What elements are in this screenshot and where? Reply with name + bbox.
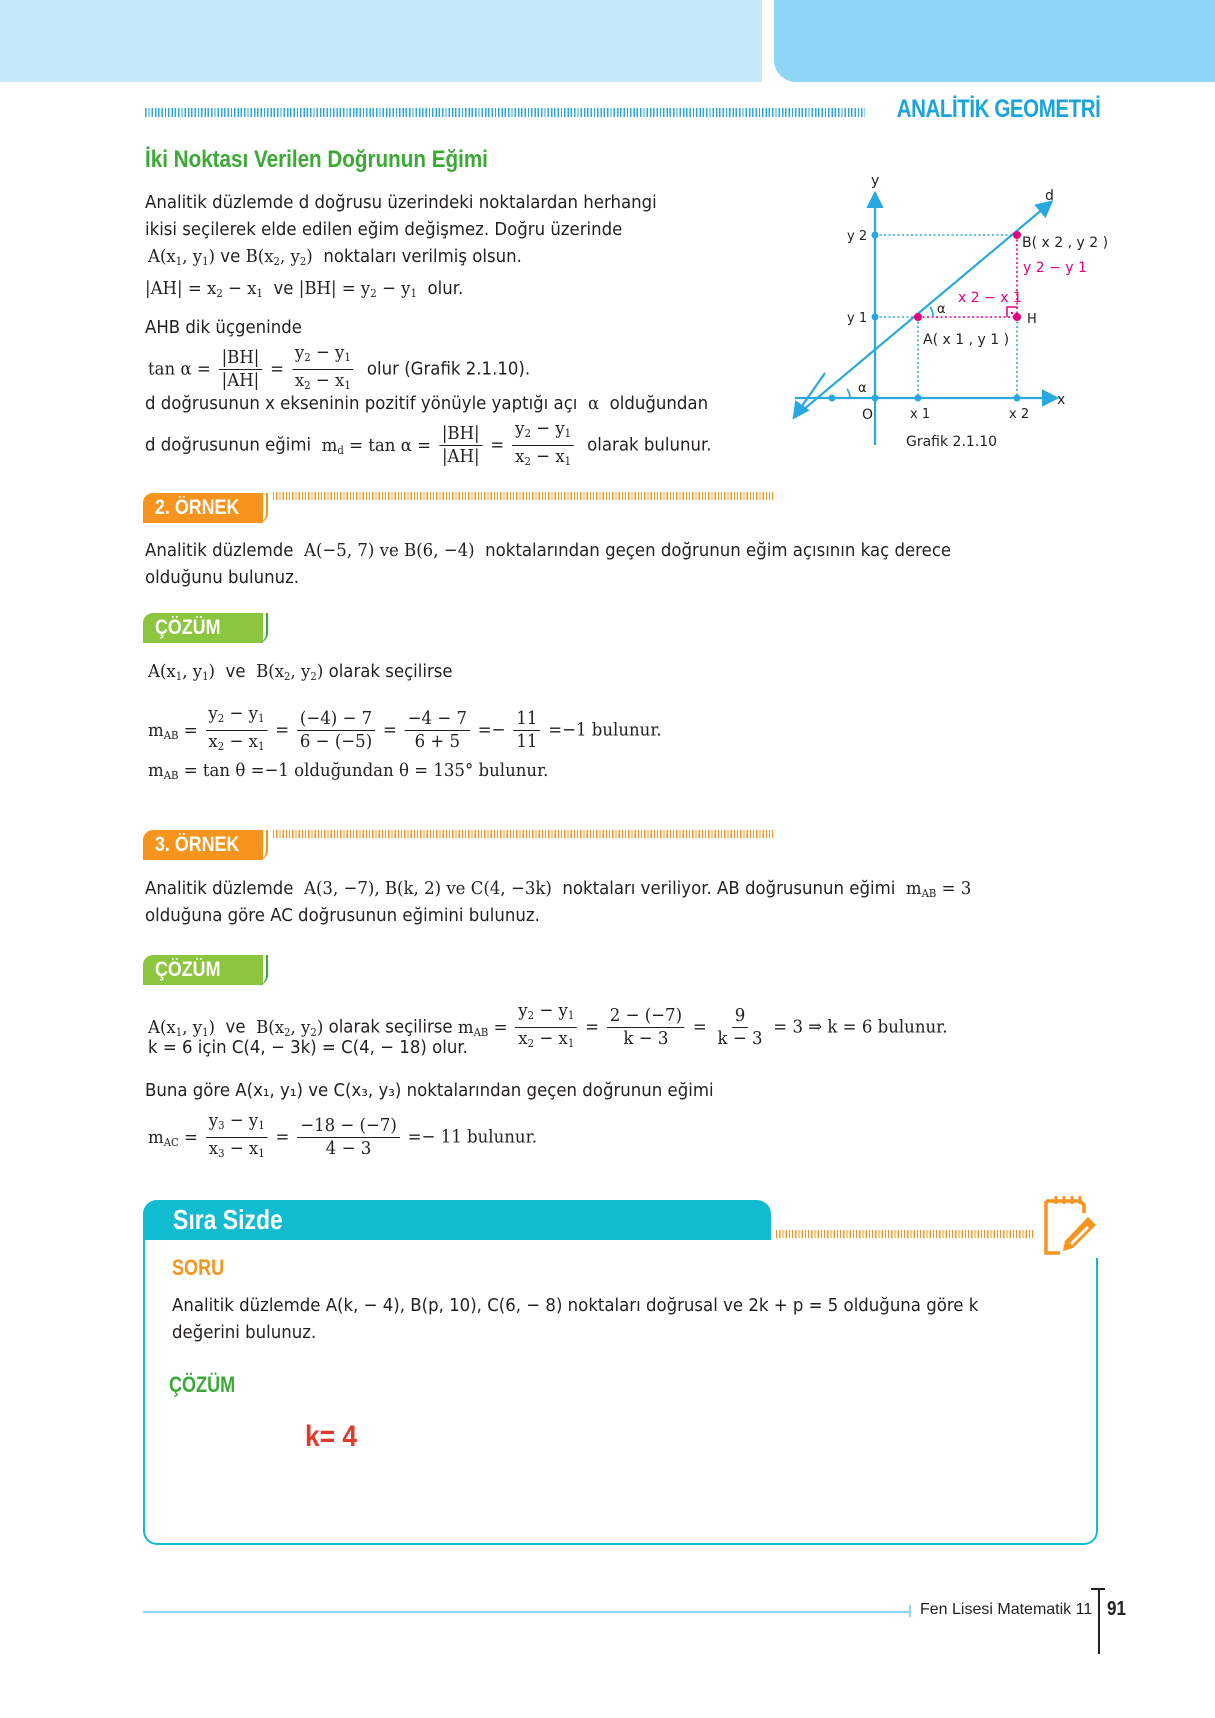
example-3-solution-badge: ÇÖZÜM (143, 955, 263, 985)
example-3-solution-line-2: k = 6 için C(4, − 3k) = C(4, − 18) olur. (148, 1037, 468, 1058)
slope-formula: d doğrusunun eğimi $m_d = \tan \alpha$ = $\frac{|BH|}{|AH|}$ = $\frac{y_2 - y_1}{x_2 - x_1}$ olarak bulunur. (145, 418, 712, 468)
question-label: SORU (172, 1255, 225, 1280)
point-b (1013, 231, 1021, 239)
svg-text:x 2 − x 1: x 2 − x 1 (958, 290, 1022, 306)
example-3-question-line-2: olduğuna göre AC doğrusunun eğimini bulunuz. (145, 905, 540, 926)
section-title: İki Noktası Verilen Doğrunun Eğimi (145, 146, 488, 173)
svg-text:y: y (871, 173, 880, 189)
intro-line-7: d doğrusunun x ekseninin pozitif yönüyle yaptığı açı α olduğundan (145, 393, 709, 414)
example-3-question-line-1: Analitik düzlemde A(3, −7), B(k, 2) ve C(4, −3k) noktaları veriliyor. AB doğrusunun eğimi $m_{AB} = 3$ (145, 878, 972, 900)
example-2-slope-calculation: $m_{AB}$ = $\frac{y_2 - y_1}{x_2 - x_1}$ = $\frac{(-4) - 7}{6 - (-5)}$ = $\frac{-4 - 7}{6 + 5}$ =− $\frac{11}{11}$ =−1 bulunur. (148, 703, 662, 753)
example-2-question-line-2: olduğunu bulunuz. (145, 567, 300, 588)
footer-rule (143, 1611, 911, 1613)
svg-text:α: α (937, 302, 946, 317)
header-hatch-rule (145, 108, 865, 117)
handwritten-answer: k= 4 (305, 1420, 358, 1453)
svg-text:d: d (1045, 188, 1054, 204)
svg-text:x: x (1057, 392, 1066, 408)
tan-alpha-formula: tan α = $\frac{|BH|}{|AH|}$ = $\frac{y_2 - y_1}{x_2 - x_1}$ olur (Grafik 2.1.10). (148, 342, 531, 392)
practice-solution-label: ÇÖZÜM (169, 1372, 236, 1397)
point-a (914, 313, 922, 321)
example-2-hatch (273, 492, 773, 500)
panel-right-border-top (1096, 1258, 1098, 1298)
practice-panel-header: Sıra Sizde (143, 1200, 771, 1240)
figure-caption: Grafik 2.1.10 (906, 434, 998, 450)
footer-book-title: Fen Lisesi Matematik 11 (920, 1601, 1093, 1618)
svg-text:y 2: y 2 (847, 229, 868, 244)
intro-line-1: Analitik düzlemde d doğrusu üzerindeki noktalardan herhangi (145, 192, 657, 213)
svg-text:α: α (858, 381, 867, 396)
slope-diagram (805, 170, 1109, 460)
intro-line-4: $|AH| = x_2 - x_1$ ve $|BH| = y_2 - y_1$ olur. (145, 278, 464, 300)
example-2-badge: 2. ÖRNEK (143, 493, 263, 523)
svg-text:A( x 1 , y 1 ): A( x 1 , y 1 ) (923, 332, 1010, 348)
svg-text:x 1: x 1 (910, 407, 931, 422)
line-d (797, 203, 1050, 415)
svg-text:H: H (1027, 312, 1037, 327)
svg-text:B( x 2 , y 2 ): B( x 2 , y 2 ) (1022, 235, 1109, 251)
intro-line-2: ikisi seçilerek elde edilen eğim değişmez. Doğru üzerinde (145, 219, 623, 240)
notepad-pencil-icon (1040, 1195, 1100, 1257)
page-number: 91 (1107, 1598, 1126, 1620)
svg-text:y 2 − y 1: y 2 − y 1 (1023, 260, 1087, 276)
intro-line-5: AHB dik üçgeninde (145, 317, 302, 338)
example-2-question-line-1: Analitik düzlemde A(−5, 7) ve B(6, −4) noktalarından geçen doğrunun eğim açısının kaç derece (145, 540, 952, 561)
footer-divider (1098, 1588, 1100, 1654)
example-3-ac-slope: $m_{AC}$ = $\frac{y_3 - y_1}{x_3 - x_1}$ = $\frac{-18 - (-7)}{4 - 3}$ =− 11 bulunur. (148, 1110, 537, 1160)
example-3-hatch (273, 830, 773, 838)
chapter-title: ANALİTİK GEOMETRİ (896, 95, 1100, 123)
example-2-solution-badge: ÇÖZÜM (143, 613, 263, 643)
header-band-right (774, 0, 1215, 82)
header-band-left (0, 0, 762, 82)
footer-rule-tick (909, 1605, 911, 1617)
practice-question-line-1: Analitik düzlemde A(k, − 4), B(p, 10), C(6, − 8) noktaları doğrusal ve 2k + p = 5 olduğuna göre k (172, 1295, 979, 1316)
example-3-solution-line-1: $A(x_1$, $y_1$) ve $B(x_2$, $y_2$) olarak seçilirse $m_{AB}$ = $\frac{y_2 - y_1}{x_2 - x_1}$ = $\frac{2 - (-7)}{k - 3}$ = $\frac{9}{k - 3}$ = 3 ⇒ k = 6 bulunur. (148, 1000, 948, 1050)
svg-text:y 1: y 1 (847, 311, 868, 326)
svg-text:O: O (862, 407, 874, 423)
practice-question-line-2: değerini bulunuz. (172, 1322, 317, 1343)
intro-line-3: $A(x_1$, $y_1$) ve $B(x_2$, $y_2$) noktaları verilmiş olsun. (148, 246, 522, 268)
svg-text:x 2: x 2 (1009, 407, 1030, 422)
example-2-solution-line-3: $m_{AB} = \tan \theta =-1$ olduğundan θ = 135° bulunur. (148, 760, 549, 782)
example-3-badge: 3. ÖRNEK (143, 830, 263, 860)
point-h (1013, 313, 1021, 321)
example-2-solution-line-1: $A(x_1$, $y_1$) ve $B(x_2$, $y_2$) olarak seçilirse (148, 661, 453, 683)
example-3-solution-line-3: Buna göre A(x₁, y₁) ve C(x₃, y₃) noktalarından geçen doğrunun eğimi (145, 1080, 714, 1101)
practice-hatch (776, 1230, 1034, 1238)
